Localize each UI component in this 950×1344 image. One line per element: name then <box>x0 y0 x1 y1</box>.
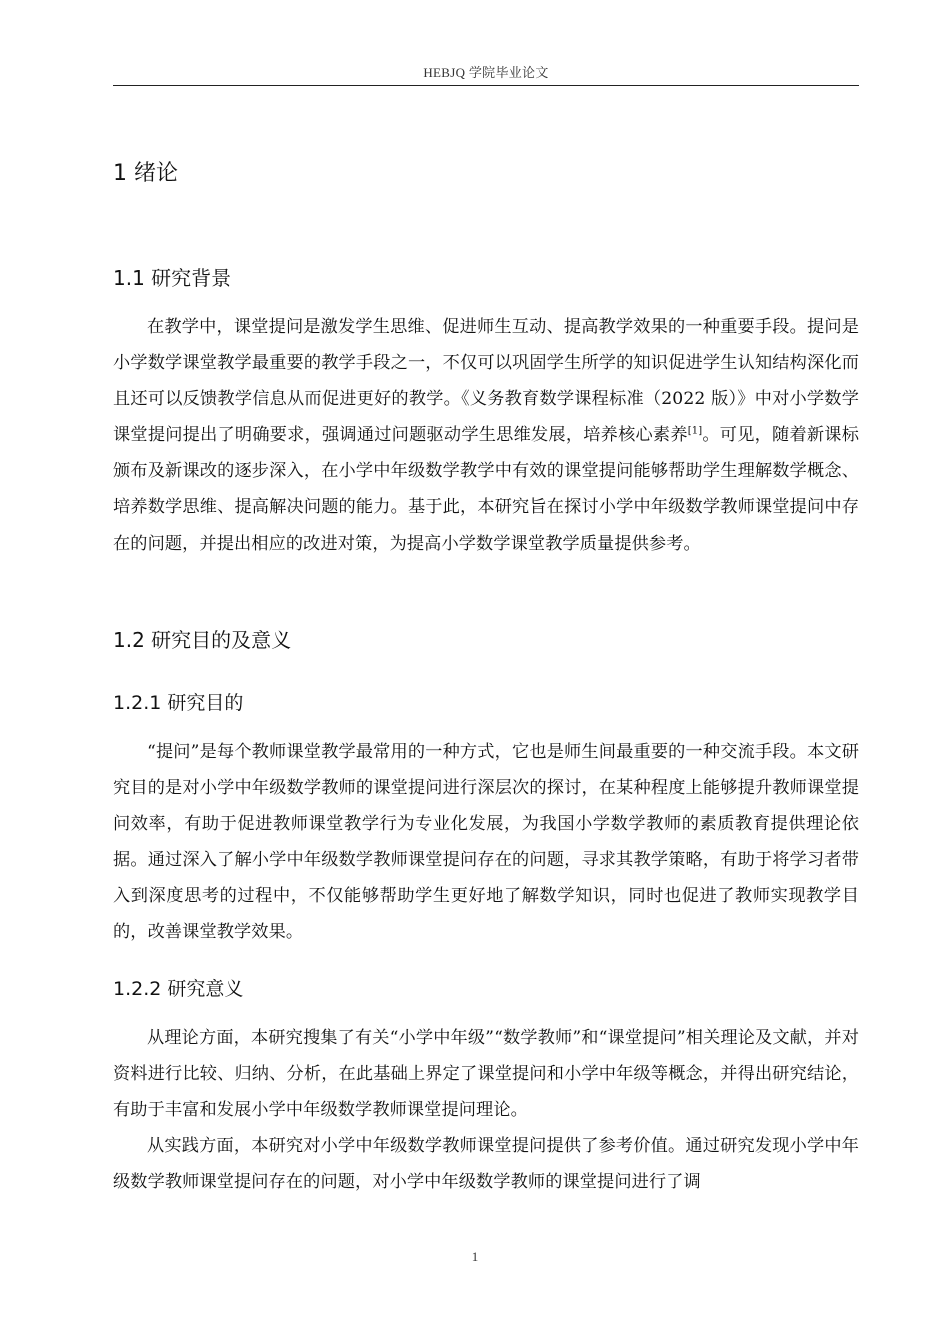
background-paragraph <box>113 309 859 562</box>
running-header: HEBJQ 学院毕业论文 <box>423 65 549 80</box>
section-heading-1-1: 1.1 研究背景 <box>113 266 232 290</box>
background-text-part-1: 在教学中，课堂提问是激发学生思维、促进师生互动、提高教学效果的一种重要手段。提问是小学数学课堂教学最重要的教学手段之一，不仅可以巩固学生所学的知识促进学生认知结构深化而且还可以反馈教学信息从而促进更好的教学。《义务教育数学课程标准（2022 版）》中对小学数学课堂提问提出了明确要求，强调通过问题驱动学生思维发展，培养核心素养 <box>113 317 859 446</box>
background-text-part-2: 。可见，随着新课标颁布及新课改的逐步深入，在小学中年级数学教学中有效的课堂提问能够帮助学生理解数学概念、培养数学思维、提高解决问题的能力。基于此，本研究旨在探讨小学中年级数学教师课堂提问中存在的问题，并提出相应的改进对策，为提高小学数学课堂教学质量提供参考。 <box>113 425 859 554</box>
citation-1: [1] <box>687 425 703 437</box>
section-heading-1-2-2: 1.2.2 研究意义 <box>113 978 244 1000</box>
significance-paragraph-theory: 从理论方面，本研究搜集了有关“小学中年级”“数学教师”和“课堂提问”相关理论及文献，并对资料进行比较、归纳、分析，在此基础上界定了课堂提问和小学中年级等概念，并得出研究结论，有助于丰富和发展小学中年级数学教师课堂提问理论。 <box>113 1028 859 1121</box>
section-heading-1-2: 1.2 研究目的及意义 <box>113 628 292 652</box>
section-heading-1-2-1: 1.2.1 研究目的 <box>113 692 244 714</box>
significance-paragraph-practice: 从实践方面，本研究对小学中年级数学教师课堂提问提供了参考价值。通过研究发现小学中年级数学教师课堂提问存在的问题，对小学中年级数学教师的课堂提问进行了调 <box>113 1136 859 1193</box>
page-number: 1 <box>471 1249 479 1264</box>
header-rule <box>113 85 859 86</box>
chapter-title: 1 绪论 <box>113 161 178 186</box>
purpose-paragraph: “提问”是每个教师课堂教学最常用的一种方式，它也是师生间最重要的一种交流手段。本文研究目的是对小学中年级数学教师的课堂提问进行深层次的探讨，在某种程度上能够提升教师课堂提问效率，有助于促进教师课堂教学行为专业化发展，为我国小学数学教师的素质教育提供理论依据。通过深入了解小学中年级数学教师课堂提问存在的问题，寻求其教学策略，有助于将学习者带入到深度思考的过程中，不仅能够帮助学生更好地了解数学知识，同时也促进了教师实现教学目的，改善课堂教学效果。 <box>113 742 859 943</box>
